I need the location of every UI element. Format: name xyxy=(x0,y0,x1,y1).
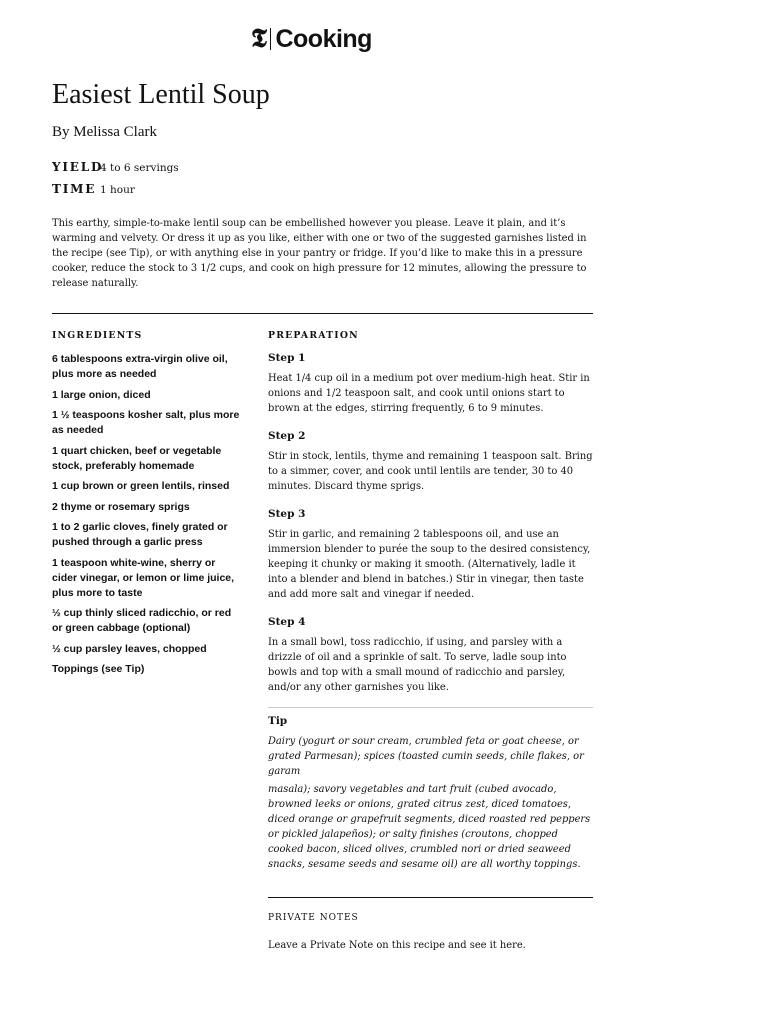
ingredient-item: 6 tablespoons extra-virgin olive oil, plus more as needed xyxy=(52,353,228,380)
tip-text: Dairy (yogurt or sour cream, crumbled feta or goat cheese, or grated Parmesan); spices (toasted cumin seeds, chile flakes, or garam xyxy=(268,736,584,777)
tip-text-continued: masala); savory vegetables and tart fruit (cubed avocado, browned leeks or onions, grated citrus zest, diced tomatoes, diced orange or grapefruit segments, diced roasted red peppers or pickled jalapeños); or salty finishes (croutons, chopped cooked bacon, sliced olives, crumbled nori or dried seaweed snacks, sesame seeds and sesame oil) are all worthy toppings. xyxy=(268,784,591,870)
private-notes-heading: PRIVATE NOTES xyxy=(268,913,359,923)
step-4 xyxy=(268,616,593,695)
ingredients-list xyxy=(52,352,242,677)
preparation-column xyxy=(268,330,593,872)
logo-divider xyxy=(270,28,272,50)
ingredient-item: ½ cup parsley leaves, chopped xyxy=(52,642,207,655)
step-2 xyxy=(268,430,593,494)
nyt-cooking-logo[interactable] xyxy=(251,24,372,54)
step-text: Stir in garlic, and remaining 2 tablespoons oil, and use an immersion blender to purée the soup to the desired consistency, keeping it chunky or making it smooth. (Alternatively, ladle it into a blender and blend in batches.) Stir in vinegar, then taste and add more salt and vinegar if needed. xyxy=(268,529,591,600)
step-3 xyxy=(268,508,593,602)
step-title: Step 2 xyxy=(268,430,306,442)
step-title: Step 1 xyxy=(268,352,306,364)
step-text: Stir in stock, lentils, thyme and remaining 1 teaspoon salt. Bring to a simmer, cover, and cook until lentils are tender, 30 to 40 minutes. Discard thyme sprigs. xyxy=(268,451,593,492)
tip-title: Tip xyxy=(268,715,288,727)
time-value: 1 hour xyxy=(100,184,135,196)
time-label: TIME xyxy=(52,182,97,196)
ingredient-item: ½ cup thinly sliced radicchio, or red or green cabbage (optional) xyxy=(52,607,232,634)
step-text: Heat 1/4 cup oil in a medium pot over medium-high heat. Stir in onions and 1/2 teaspoon salt, and cook until onions start to brown at the edges, stirring frequently, 6 to 9 minutes. xyxy=(268,373,590,414)
ingredient-item: 1 ½ teaspoons kosher salt, plus more as needed xyxy=(52,409,240,436)
step-text: In a small bowl, toss radicchio, if using, and parsley with a drizzle of oil and a sprinkle of salt. To serve, ladle soup into bowls and top with a small mound of radicchio and parsley, and/or any other garnishes you like. xyxy=(268,637,567,693)
preparation-heading: PREPARATION xyxy=(268,330,359,341)
time-row xyxy=(52,182,135,196)
step-title: Step 3 xyxy=(268,508,306,520)
recipe-byline: By Melissa Clark xyxy=(52,124,157,140)
yield-row xyxy=(52,160,179,174)
recipe-intro: This earthy, simple-to-make lentil soup can be embellished however you please. Leave it plain, and it’s warming and velvety. Or dress it up as you like, either with one or two of the suggested garnishes listed in the recipe (see Tip), or with anything else in your pantry or fridge. If you’d like to make this in a pressure cooker, reduce the stock to 3 1/2 cups, and cook on high pressure for 12 minutes, allowing the pressure to release naturally. xyxy=(52,218,587,289)
ingredient-item: 2 thyme or rosemary sprigs xyxy=(52,500,190,513)
step-title: Step 4 xyxy=(268,616,306,628)
ingredient-item: 1 quart chicken, beef or vegetable stock, preferably homemade xyxy=(52,444,222,472)
tip-divider xyxy=(268,707,593,708)
ingredient-item: 1 cup brown or green lentils, rinsed xyxy=(52,480,230,492)
private-notes-prompt[interactable]: Leave a Private Note on this recipe and see it here. xyxy=(268,940,526,951)
ingredient-item: 1 large onion, diced xyxy=(52,388,151,401)
nyt-t-logo-icon: 𝕿 xyxy=(251,24,266,54)
logo-wordmark: Cooking xyxy=(275,25,372,53)
section-divider xyxy=(52,313,593,314)
yield-value: 4 to 6 servings xyxy=(100,162,179,174)
step-1 xyxy=(268,352,593,416)
recipe-title: Easiest Lentil Soup xyxy=(52,79,270,110)
tip-section xyxy=(268,715,593,872)
yield-label: YIELD xyxy=(52,160,104,174)
ingredients-column xyxy=(52,330,242,683)
ingredient-item: Toppings (see Tip) xyxy=(52,663,145,675)
notes-divider xyxy=(268,897,593,898)
ingredients-heading: INGREDIENTS xyxy=(52,330,143,341)
ingredient-item: 1 to 2 garlic cloves, finely grated or pushed through a garlic press xyxy=(52,521,228,548)
ingredient-item: 1 teaspoon white-wine, sherry or cider vinegar, or lemon or lime juice, plus more to taste xyxy=(52,556,235,599)
